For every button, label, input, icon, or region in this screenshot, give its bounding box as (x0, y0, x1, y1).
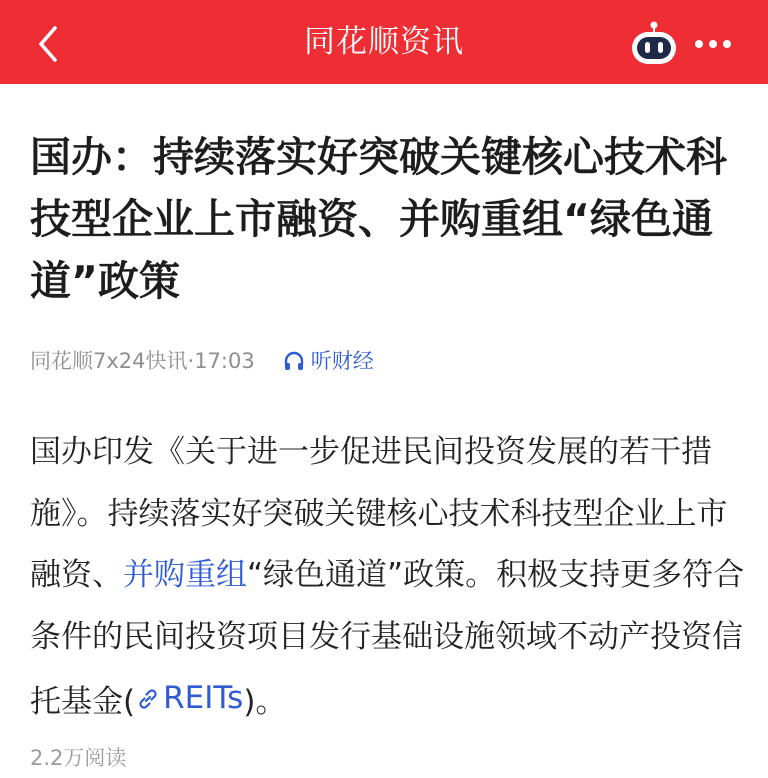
more-dots-icon (693, 38, 733, 50)
read-count: 2.2万阅读 (30, 746, 127, 770)
top-navigation-bar (0, 0, 768, 84)
article-meta (30, 346, 374, 376)
reits-link[interactable] (135, 668, 243, 730)
article-body (30, 422, 746, 733)
more-options-button[interactable] (690, 26, 736, 62)
listen-label: 听财经 (310, 349, 374, 373)
article-source: 同花顺7x24快讯 (30, 349, 188, 373)
reits-link-label: REITs (163, 680, 244, 716)
link-icon (135, 686, 161, 712)
body-text-3: )。 (243, 683, 287, 720)
meta-separator: · (187, 349, 195, 373)
robot-assistant-button[interactable] (628, 20, 680, 68)
body-text-1: 国办印发《关于进一步促进民间投资发展的若干措施》。持续落实好突破关键核心技术科技型企业上市融资、 (30, 434, 728, 593)
article-time: 17:03 (194, 349, 255, 373)
robot-assistant-icon (628, 20, 680, 68)
merger-restructuring-link[interactable]: 并购重组 (123, 557, 247, 593)
article-title: 国办：持续落实好突破关键核心技术科技型企业上市融资、并购重组“绿色通道”政策 (30, 133, 727, 305)
body-text-2: “绿色通道”政策。积极支持更多符合条件的民间投资项目发行基础设施领域不动产投资信托基金( (30, 557, 745, 720)
app-title: 同花顺资讯 (304, 24, 464, 60)
headphones-icon (283, 350, 305, 372)
listen-button[interactable] (283, 346, 374, 376)
